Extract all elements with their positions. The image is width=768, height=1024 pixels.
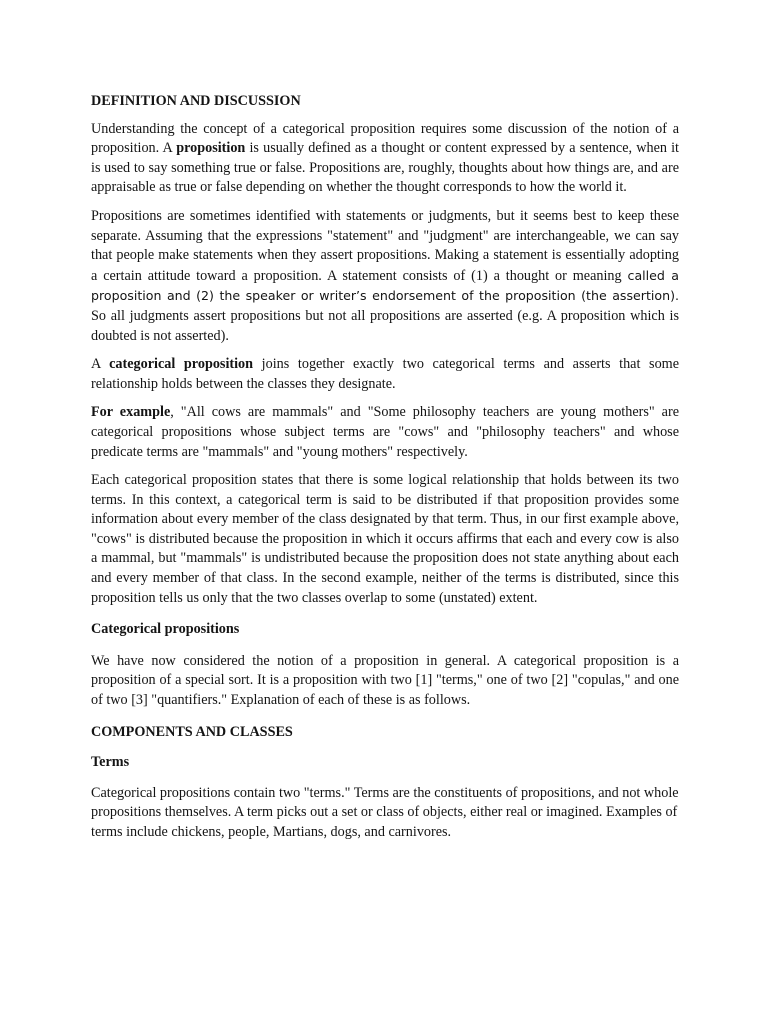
- paragraph-distribution: Each categorical proposition states that there is some logical relationship that holds between its two terms. In this context, a categorical term is said to be distributed if that proposition provides some information about every member of the class designated by that term. Thus, in our first example above, "cows" is distributed because the proposition in which it occurs affirms that each and every cow is also a mammal, but "mammals" is undistributed because the proposition does not state anything about each and every member of that class. In the second example, neither of the terms is distributed, since this proposition tells us only that the two classes overlap to some (unstated) extent.: [91, 472, 679, 606]
- text-run: A: [91, 356, 110, 373]
- heading-categorical-propositions: Categorical propositions: [91, 621, 240, 638]
- text-run: joins together exactly two categorical terms and asserts that some relationship holds between the classes they designate.: [91, 356, 680, 392]
- text-run: is usually defined as a thought or content expressed by a sentence, when it is used to say something true or false. Propositions are, roughly, thoughts about how things are, and are appraisable as true or false depending on whether the thought corresponds to how the world it.: [91, 140, 679, 196]
- paragraph-special-sort: We have now considered the notion of a proposition in general. A categorical proposition is a proposition of a special sort. It is a proposition with two [1] "terms," one of two [2] "copulas," and one of two [3] "quantifiers." Explanation of each of these is as follows.: [91, 652, 679, 709]
- heading-components-and-classes: COMPONENTS AND CLASSES: [91, 723, 293, 740]
- bold-term-categorical-proposition: categorical proposition: [109, 356, 254, 373]
- paragraph-for-example: [91, 403, 679, 462]
- document-page: [91, 92, 679, 852]
- text-run: Understanding the concept of a categorical proposition requires some discussion of the notion of a proposition. A: [91, 120, 679, 157]
- heading-definition-and-discussion: DEFINITION AND DISCUSSION: [91, 93, 301, 109]
- paragraph-statements-judgments: [91, 207, 679, 346]
- paragraph-terms: Categorical propositions contain two "terms." Terms are the constituents of propositions, and not whole propositions themselves. A term picks out a set or class of objects, either real or imagined. Examples of terms include chickens, people, Martians, dogs, and carnivores.: [91, 784, 679, 840]
- bold-term-proposition: proposition: [176, 140, 246, 157]
- text-run: , "All cows are mammals" and "Some philosophy teachers are young mothers" are categorical propositions whose subject terms are "cows" and "philosophy teachers" and whose predicate terms are "mammals" and "young mothers" respectively.: [91, 404, 679, 460]
- heading-terms: Terms: [91, 754, 130, 771]
- text-run: So all judgments assert propositions but not all propositions are asserted (e.g. A proposition which is doubted is not asserted).: [91, 307, 679, 344]
- bold-for-example: For example: [91, 404, 171, 421]
- paragraph-proposition-definition: [91, 120, 679, 198]
- text-run-alt-font: called a proposition and (2) the speaker or writer’s endorsement of the proposition (the assertion).: [91, 267, 679, 304]
- text-run: Propositions are sometimes identified with statements or judgments, but it seems best to keep these separate. Assuming that the expressions "statement" and "judgment" are interchangeable, we can say that people make statements when they assert propositions. Making a statement is essentially adopting a certain attitude toward a proposition. A statement consists of (1) a thought or meaning: [91, 207, 679, 284]
- paragraph-categorical-proposition: [91, 355, 679, 394]
